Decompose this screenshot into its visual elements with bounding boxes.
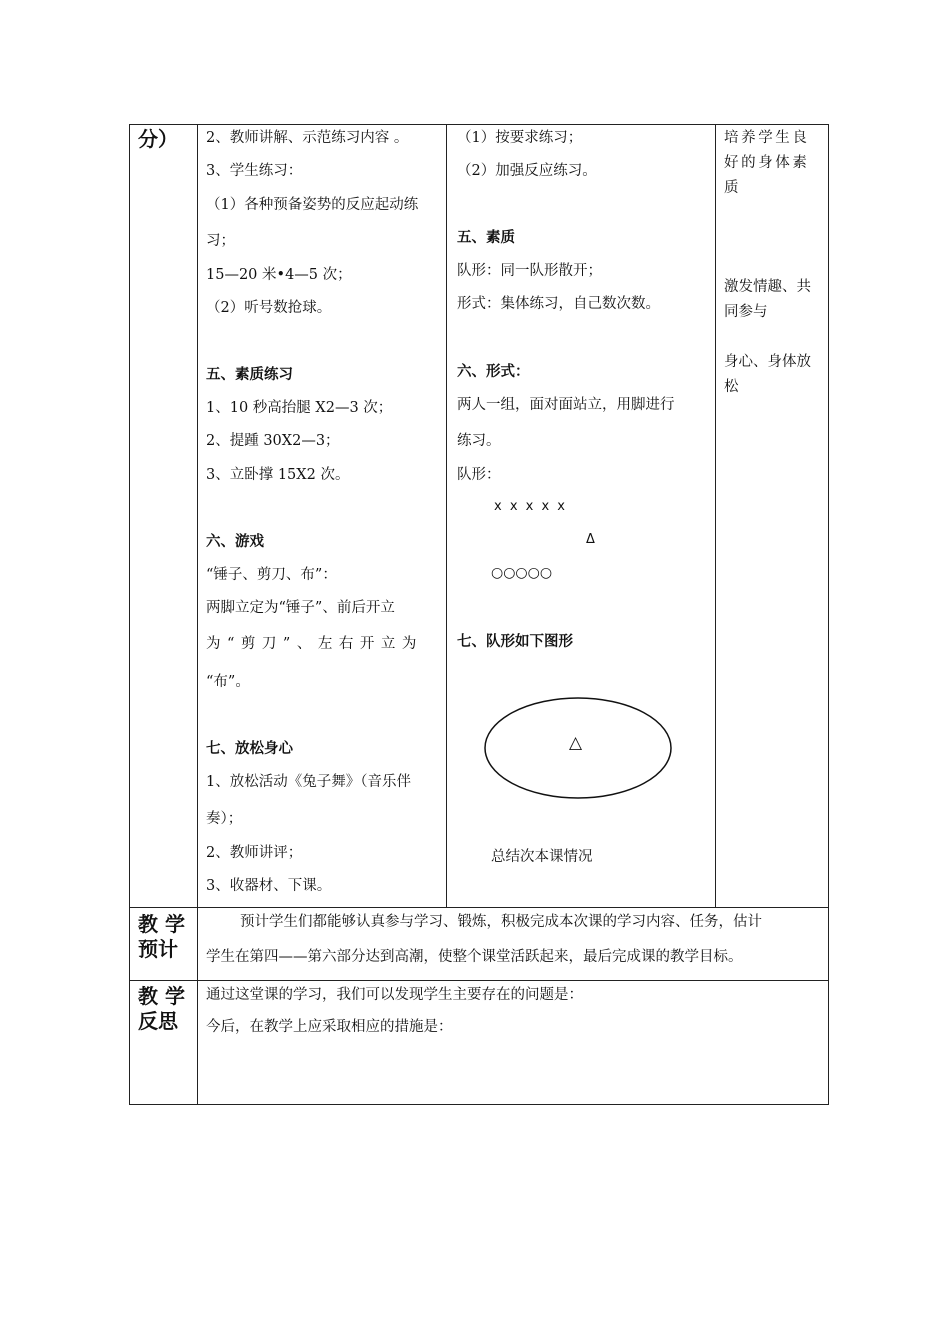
table-divider [197, 124, 198, 1105]
estimate-line: 学生在第四——第六部分达到高潮，使整个课堂活跃起来，最后完成课的教学目标。 [206, 949, 743, 965]
reflection-line: 通过这堂课的学习，我们可以发现学生主要存在的问题是： [206, 987, 583, 1003]
col2-line: “布”。 [206, 674, 250, 690]
table-divider [446, 124, 447, 908]
col2-section-title: 五、素质练习 [206, 366, 293, 383]
col3-line: （1）按要求练习； [457, 130, 583, 146]
col2-section-title: 六、游戏 [206, 533, 264, 550]
row-header-estimate-1: 教 学 [138, 912, 185, 936]
diagram-teacher-marker: △ [569, 733, 583, 753]
col2-line: 2、教师讲解、示范练习内容 。 [206, 130, 409, 146]
col2-line: 2、教师讲评； [206, 845, 303, 861]
col3-line: （2）加强反应练习。 [457, 163, 597, 179]
row-header-top: 分） [138, 127, 178, 151]
col3-section-title: 七、队形如下图形 [457, 633, 573, 650]
col2-section-title: 七、放松身心 [206, 740, 293, 757]
col2-line-justified [206, 634, 438, 654]
col4-line: 好的身体素 [724, 155, 810, 171]
col2-line: 3、收器材、下课。 [206, 878, 332, 894]
col2-line: 习； [206, 233, 235, 249]
col2-line: （2）听号数抢球。 [206, 300, 332, 316]
col2-line: （1）各种预备姿势的反应起动练 [206, 197, 419, 213]
table-divider [129, 980, 829, 981]
col3-section-title: 六、形式： [457, 363, 530, 380]
col3-line: 队形：同一队形散开； [457, 263, 602, 279]
col2-line: “锤子、剪刀、布”： [206, 567, 337, 583]
row-header-reflection-1: 教 学 [138, 984, 185, 1008]
col3-line: 练习。 [457, 433, 501, 449]
table-divider [129, 907, 829, 908]
col2-line: 1、放松活动《兔子舞》（音乐伴 [206, 774, 411, 790]
col3-line: 两人一组，面对面站立，用脚进行 [457, 397, 675, 413]
row-header-estimate-2: 预计 [138, 937, 178, 961]
col2-line: 3、立卧撑 15X2 次。 [206, 467, 350, 483]
col2-line: 两脚立定为“锤子”、前后开立 [206, 600, 395, 616]
estimate-line: 预计学生们都能够认真参与学习、锻炼，积极完成本次课的学习内容、任务，估计 [240, 914, 762, 930]
reflection-line: 今后，在教学上应采取相应的措施是： [206, 1019, 453, 1035]
col3-summary: 总结次本课情况 [491, 849, 593, 865]
formation-teacher-marker: Δ [586, 532, 595, 547]
col4-line: 质 [724, 180, 739, 196]
col2-line: 奏）； [206, 811, 243, 827]
col2-line: 15—20 米•4—5 次； [206, 267, 352, 283]
col3-line: 队形： [457, 467, 501, 483]
col3-section-title: 五、素质 [457, 229, 515, 246]
row-header-reflection-2: 反思 [138, 1009, 178, 1033]
col4-line: 激发情趣、共 [724, 279, 811, 295]
col2-line: 2、提踵 30X2—3； [206, 433, 340, 449]
col4-line: 身心、身体放 [724, 354, 811, 370]
col2-line: 3、学生练习： [206, 163, 303, 179]
col4-line: 同参与 [724, 304, 768, 320]
col3-line: 形式：集体练习，自己数次数。 [457, 296, 660, 312]
table-divider [715, 124, 716, 908]
col4-line: 松 [724, 379, 739, 395]
col2-justified-text: 为“剪刀”、左右开立为 [206, 636, 423, 652]
col2-line: 1、10 秒高抬腿 X2—3 次； [206, 400, 393, 416]
col4-line: 培养学生良 [724, 130, 810, 146]
formation-x-row: x x x x x [494, 499, 567, 514]
formation-o-row: ○○○○○ [491, 565, 553, 581]
